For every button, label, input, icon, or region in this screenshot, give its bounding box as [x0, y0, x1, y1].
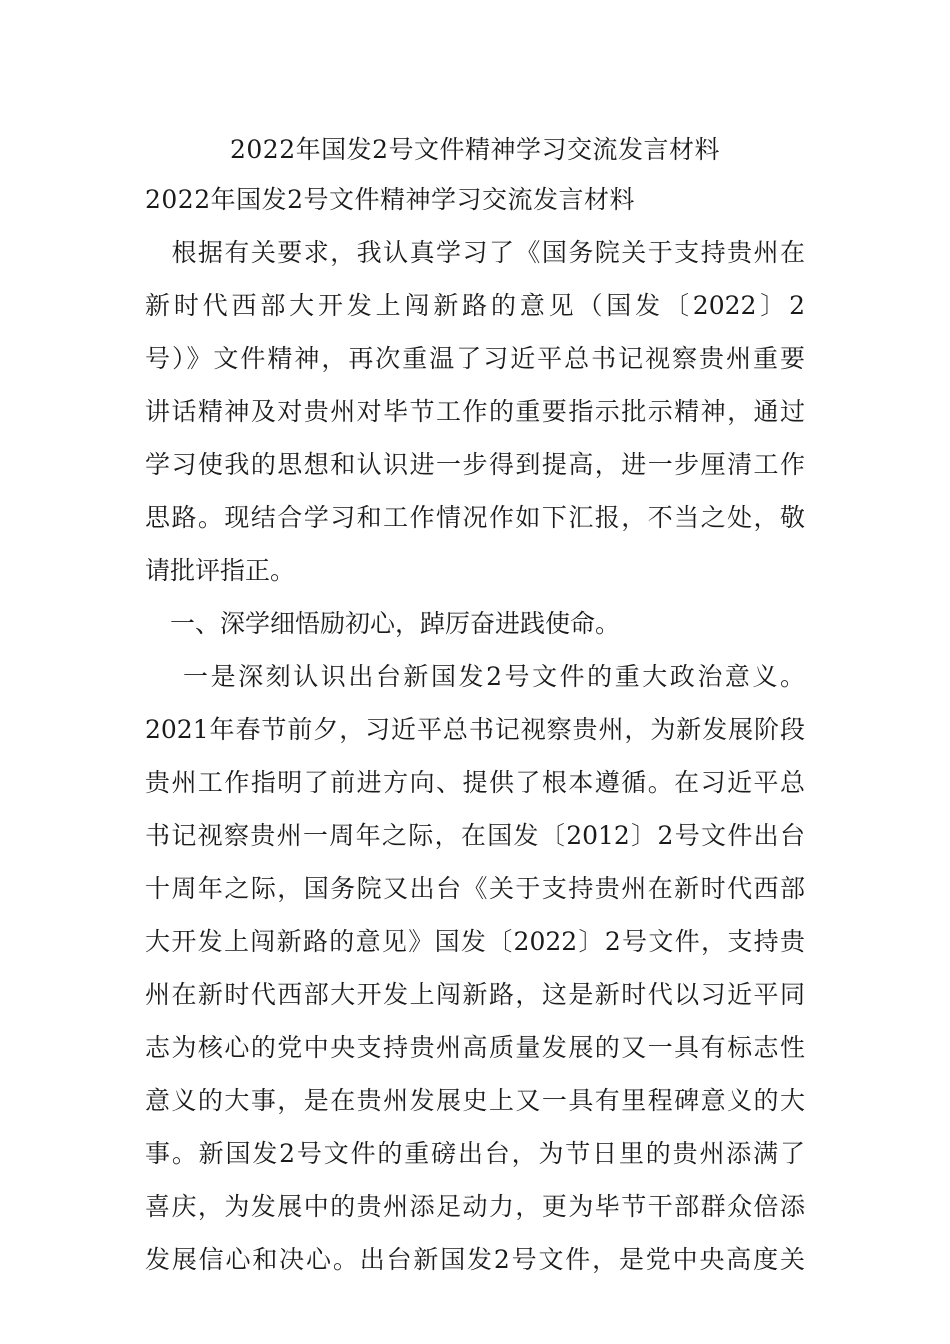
body-line: 书记视察贵州一周年之际，在国发〔2012〕2号文件出台 [145, 821, 805, 850]
body-line: 大开发上闯新路的意见》国发〔2022〕2号文件，支持贵 [145, 927, 805, 956]
body-line: 号）》文件精神，再次重温了习近平总书记视察贵州重要 [145, 344, 805, 373]
section-heading: 一、深学细悟励初心，踔厉奋进践使命。 [145, 609, 621, 638]
body-line: 志为核心的党中央支持贵州高质量发展的又一具有标志性 [145, 1033, 805, 1062]
body-line: 新时代西部大开发上闯新路的意见（国发〔2022〕2 [145, 291, 805, 320]
body-line: 贵州工作指明了前进方向、提供了根本遵循。在习近平总 [145, 768, 805, 797]
body-line: 请批评指正。 [145, 556, 296, 585]
body-line: 讲话精神及对贵州对毕节工作的重要指示批示精神，通过 [145, 397, 805, 426]
body-line: 学习使我的思想和认识进一步得到提高，进一步厘清工作 [145, 450, 805, 479]
document-title: 2022年国发2号文件精神学习交流发言材料 [229, 135, 721, 164]
body-line: 发展信心和决心。出台新国发2号文件，是党中央高度关 [145, 1245, 805, 1274]
body-line: 思路。现结合学习和工作情况作如下汇报，不当之处，敬 [145, 503, 805, 532]
document-subtitle: 2022年国发2号文件精神学习交流发言材料 [145, 185, 636, 214]
body-line: 事。新国发2号文件的重磅出台，为节日里的贵州添满了 [145, 1139, 805, 1168]
body-line: 根据有关要求，我认真学习了《国务院关于支持贵州在 [145, 238, 805, 267]
body-line: 十周年之际，国务院又出台《关于支持贵州在新时代西部 [145, 874, 805, 903]
body-line: 意义的大事，是在贵州发展史上又一具有里程碑意义的大 [145, 1086, 805, 1115]
body-line: 州在新时代西部大开发上闯新路，这是新时代以习近平同 [145, 980, 805, 1009]
body-line: 一是深刻认识出台新国发2号文件的重大政治意义。 [145, 662, 805, 691]
body-line: 喜庆，为发展中的贵州添足动力，更为毕节干部群众倍添 [145, 1192, 805, 1221]
body-line: 2021年春节前夕，习近平总书记视察贵州，为新发展阶段 [145, 715, 805, 744]
